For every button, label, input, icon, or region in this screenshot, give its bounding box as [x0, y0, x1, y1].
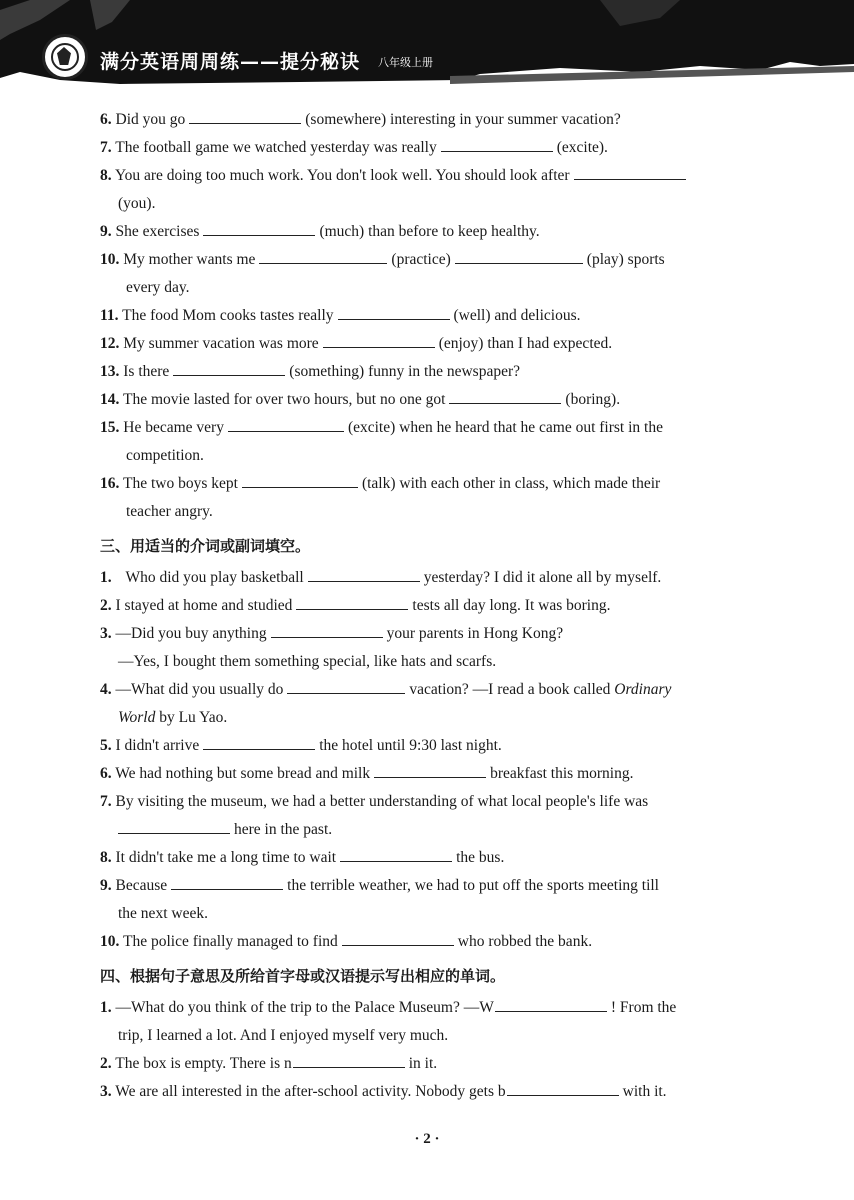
answer-blank[interactable] — [171, 873, 283, 890]
logo-emblem-icon — [42, 34, 88, 80]
exercise-item: 4. —What did you usually do vacation? —I read a book called Ordinary — [100, 676, 671, 704]
exercise-item: 1. Who did you play basketball yesterday? I did it alone all by myself. — [100, 564, 661, 592]
exercise-item: 9. Because the terrible weather, we had to put off the sports meeting till — [100, 872, 659, 900]
answer-blank[interactable] — [296, 593, 408, 610]
exercise-item: 8. It didn't take me a long time to wait the bus. — [100, 844, 504, 872]
exercise-item-cont: World by Lu Yao. — [118, 709, 228, 726]
exercise-item: 5. I didn't arrive the hotel until 9:30 last night. — [100, 732, 502, 760]
page-number: · 2 · — [414, 1131, 440, 1147]
answer-blank[interactable] — [118, 817, 230, 834]
answer-blank[interactable] — [455, 247, 583, 264]
answer-blank[interactable] — [340, 845, 452, 862]
exercise-item: 9. She exercises (much) than before to keep healthy. — [100, 218, 540, 246]
answer-blank[interactable] — [173, 359, 285, 376]
answer-blank[interactable] — [203, 219, 315, 236]
answer-blank[interactable] — [374, 761, 486, 778]
exercise-item-cont: (you). — [118, 195, 156, 212]
exercise-item: 1. —What do you think of the trip to the Palace Museum? —W ! From the — [100, 994, 676, 1022]
exercise-item-cont: competition. — [126, 447, 204, 464]
exercise-item: 10. My mother wants me (practice) (play) sports — [100, 246, 665, 274]
answer-blank[interactable] — [203, 733, 315, 750]
answer-blank[interactable] — [495, 995, 607, 1012]
exercise-item-cont: —Yes, I bought them something special, like hats and scarfs. — [118, 653, 497, 670]
exercise-item: 14. The movie lasted for over two hours, but no one got (boring). — [100, 386, 620, 414]
section-4-title: 四、根据句子意思及所给首字母或汉语提示写出相应的单词。 — [100, 967, 506, 985]
answer-blank[interactable] — [441, 135, 553, 152]
answer-blank[interactable] — [287, 677, 405, 694]
exercise-item-cont: trip, I learned a lot. And I enjoyed myself very much. — [118, 1027, 449, 1044]
page-header — [0, 0, 854, 96]
exercise-item: 8. You are doing too much work. You don't look well. You should look after — [100, 162, 690, 190]
exercise-item: 2. I stayed at home and studied tests all day long. It was boring. — [100, 592, 610, 620]
exercise-item: 6. We had nothing but some bread and milk breakfast this morning. — [100, 760, 633, 788]
header-title: 满分英语周周练——提分秘诀 — [100, 51, 361, 73]
answer-blank[interactable] — [342, 929, 454, 946]
exercise-item: 13. Is there (something) funny in the newspaper? — [100, 358, 520, 386]
exercise-item-cont: here in the past. — [114, 816, 332, 844]
section-3-title: 三、用适当的介词或副词填空。 — [100, 537, 311, 555]
exercise-item: 2. The box is empty. There is n in it. — [100, 1050, 437, 1078]
answer-blank[interactable] — [323, 331, 435, 348]
answer-blank[interactable] — [507, 1079, 619, 1096]
exercise-item: 10. The police finally managed to find who robbed the bank. — [100, 928, 592, 956]
exercise-item: 12. My summer vacation was more (enjoy) than I had expected. — [100, 330, 612, 358]
answer-blank[interactable] — [242, 471, 358, 488]
exercise-item: 7. The football game we watched yesterday was really (excite). — [100, 134, 608, 162]
exercise-item: 3. —Did you buy anything your parents in Hong Kong? — [100, 620, 563, 648]
header-ink-banner — [0, 0, 854, 96]
answer-blank[interactable] — [574, 163, 686, 180]
exercise-item: 15. He became very (excite) when he heard that he came out first in the — [100, 414, 663, 442]
exercise-item-cont: the next week. — [118, 905, 208, 922]
answer-blank[interactable] — [293, 1051, 405, 1068]
answer-blank[interactable] — [449, 387, 561, 404]
exercise-item: 3. We are all interested in the after-school activity. Nobody gets b with it. — [100, 1078, 667, 1106]
exercise-item-cont: teacher angry. — [126, 503, 213, 520]
answer-blank[interactable] — [308, 565, 420, 582]
header-subtitle: 八年级上册 — [378, 56, 433, 69]
exercise-item: 7. By visiting the museum, we had a better understanding of what local people's life was — [100, 793, 649, 810]
answer-blank[interactable] — [271, 621, 383, 638]
exercise-item: 16. The two boys kept (talk) with each other in class, which made their — [100, 470, 660, 498]
exercise-item-cont: every day. — [126, 279, 190, 296]
exercise-item: 11. The food Mom cooks tastes really (well) and delicious. — [100, 302, 580, 330]
answer-blank[interactable] — [189, 107, 301, 124]
answer-blank[interactable] — [259, 247, 387, 264]
answer-blank[interactable] — [338, 303, 450, 320]
exercise-item: 6. Did you go (somewhere) interesting in your summer vacation? — [100, 106, 621, 134]
answer-blank[interactable] — [228, 415, 344, 432]
